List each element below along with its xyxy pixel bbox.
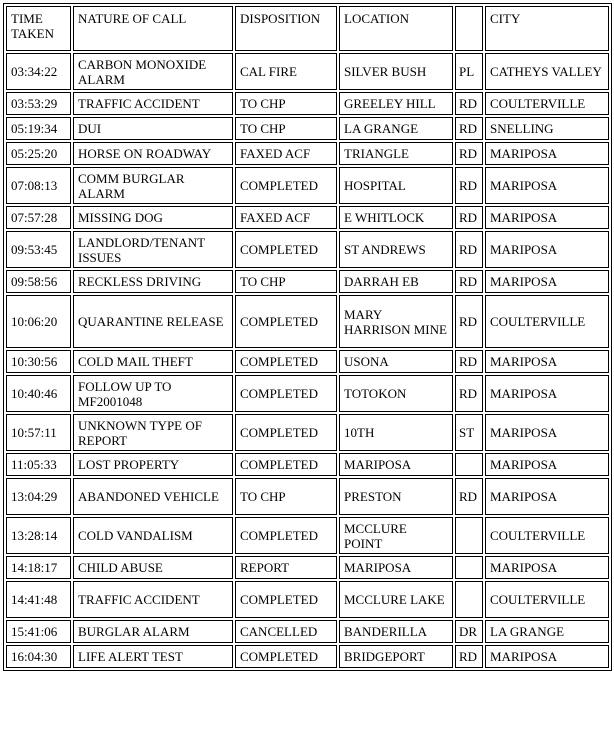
disposition-cell: COMPLETED bbox=[235, 350, 337, 373]
nature-of-call-cell: TRAFFIC ACCIDENT bbox=[73, 581, 233, 618]
street-type-cell: RD bbox=[455, 206, 483, 229]
street-type-cell: RD bbox=[455, 478, 483, 515]
nature-of-call-cell: LOST PROPERTY bbox=[73, 453, 233, 476]
time-taken-cell: 05:25:20 bbox=[6, 142, 71, 165]
time-taken-cell: 14:41:48 bbox=[6, 581, 71, 618]
disposition-cell: COMPLETED bbox=[235, 167, 337, 204]
table-row bbox=[6, 231, 609, 268]
time-taken-cell: 10:40:46 bbox=[6, 375, 71, 412]
disposition-cell: COMPLETED bbox=[235, 453, 337, 476]
disposition-cell: FAXED ACF bbox=[235, 142, 337, 165]
city-cell: LA GRANGE bbox=[485, 620, 609, 643]
disposition-cell: COMPLETED bbox=[235, 414, 337, 451]
street-type-cell: RD bbox=[455, 142, 483, 165]
street-type-cell: RD bbox=[455, 92, 483, 115]
location-cell: TRIANGLE bbox=[339, 142, 453, 165]
street-type-cell bbox=[455, 581, 483, 618]
street-type-cell: RD bbox=[455, 167, 483, 204]
time-taken-cell: 03:53:29 bbox=[6, 92, 71, 115]
table-row bbox=[6, 117, 609, 140]
table-row bbox=[6, 295, 609, 348]
table-row bbox=[6, 453, 609, 476]
location-cell: MCCLURE POINT bbox=[339, 517, 453, 554]
street-type-cell: ST bbox=[455, 414, 483, 451]
table-row bbox=[6, 581, 609, 618]
table-row bbox=[6, 206, 609, 229]
table-row bbox=[6, 167, 609, 204]
disposition-cell: TO CHP bbox=[235, 92, 337, 115]
header-row bbox=[6, 6, 609, 51]
street-type-cell: RD bbox=[455, 645, 483, 668]
location-cell: USONA bbox=[339, 350, 453, 373]
street-type-cell: RD bbox=[455, 117, 483, 140]
street-type-cell: RD bbox=[455, 270, 483, 293]
time-taken-cell: 07:57:28 bbox=[6, 206, 71, 229]
table-row bbox=[6, 375, 609, 412]
city-cell: MARIPOSA bbox=[485, 167, 609, 204]
location-cell: LA GRANGE bbox=[339, 117, 453, 140]
city-cell: MARIPOSA bbox=[485, 556, 609, 579]
street-type-cell bbox=[455, 556, 483, 579]
header-disposition: DISPOSITION bbox=[235, 6, 337, 51]
disposition-cell: COMPLETED bbox=[235, 375, 337, 412]
time-taken-cell: 07:08:13 bbox=[6, 167, 71, 204]
city-cell: MARIPOSA bbox=[485, 142, 609, 165]
nature-of-call-cell: MISSING DOG bbox=[73, 206, 233, 229]
table-row bbox=[6, 620, 609, 643]
table-row bbox=[6, 645, 609, 668]
location-cell: HOSPITAL bbox=[339, 167, 453, 204]
location-cell: MARIPOSA bbox=[339, 556, 453, 579]
time-taken-cell: 03:34:22 bbox=[6, 53, 71, 90]
nature-of-call-cell: TRAFFIC ACCIDENT bbox=[73, 92, 233, 115]
location-cell: MARY HARRISON MINE bbox=[339, 295, 453, 348]
table-row bbox=[6, 53, 609, 90]
city-cell: MARIPOSA bbox=[485, 645, 609, 668]
location-cell: GREELEY HILL bbox=[339, 92, 453, 115]
nature-of-call-cell: CARBON MONOXIDE ALARM bbox=[73, 53, 233, 90]
location-cell: BANDERILLA bbox=[339, 620, 453, 643]
table-row bbox=[6, 350, 609, 373]
location-cell: 10TH bbox=[339, 414, 453, 451]
city-cell: COULTERVILLE bbox=[485, 295, 609, 348]
location-cell: MARIPOSA bbox=[339, 453, 453, 476]
street-type-cell bbox=[455, 453, 483, 476]
disposition-cell: TO CHP bbox=[235, 117, 337, 140]
time-taken-cell: 09:58:56 bbox=[6, 270, 71, 293]
disposition-cell: COMPLETED bbox=[235, 581, 337, 618]
city-cell: MARIPOSA bbox=[485, 350, 609, 373]
nature-of-call-cell: COMM BURGLAR ALARM bbox=[73, 167, 233, 204]
table-row bbox=[6, 556, 609, 579]
disposition-cell: FAXED ACF bbox=[235, 206, 337, 229]
nature-of-call-cell: LIFE ALERT TEST bbox=[73, 645, 233, 668]
street-type-cell: RD bbox=[455, 231, 483, 268]
nature-of-call-cell: QUARANTINE RELEASE bbox=[73, 295, 233, 348]
table-row bbox=[6, 478, 609, 515]
city-cell: MARIPOSA bbox=[485, 375, 609, 412]
city-cell: COULTERVILLE bbox=[485, 517, 609, 554]
city-cell: MARIPOSA bbox=[485, 478, 609, 515]
nature-of-call-cell: UNKNOWN TYPE OF REPORT bbox=[73, 414, 233, 451]
city-cell: MARIPOSA bbox=[485, 231, 609, 268]
time-taken-cell: 13:04:29 bbox=[6, 478, 71, 515]
nature-of-call-cell: DUI bbox=[73, 117, 233, 140]
call-log-table bbox=[3, 3, 612, 671]
street-type-cell: RD bbox=[455, 375, 483, 412]
header-location: LOCATION bbox=[339, 6, 453, 51]
nature-of-call-cell: LANDLORD/TENANT ISSUES bbox=[73, 231, 233, 268]
disposition-cell: CANCELLED bbox=[235, 620, 337, 643]
street-type-cell: PL bbox=[455, 53, 483, 90]
city-cell: COULTERVILLE bbox=[485, 581, 609, 618]
table-row bbox=[6, 517, 609, 554]
header-street-type bbox=[455, 6, 483, 51]
time-taken-cell: 15:41:06 bbox=[6, 620, 71, 643]
street-type-cell: DR bbox=[455, 620, 483, 643]
location-cell: MCCLURE LAKE bbox=[339, 581, 453, 618]
nature-of-call-cell: RECKLESS DRIVING bbox=[73, 270, 233, 293]
table-row bbox=[6, 142, 609, 165]
disposition-cell: COMPLETED bbox=[235, 231, 337, 268]
header-time-taken: TIME TAKEN bbox=[6, 6, 71, 51]
street-type-cell bbox=[455, 517, 483, 554]
time-taken-cell: 16:04:30 bbox=[6, 645, 71, 668]
time-taken-cell: 14:18:17 bbox=[6, 556, 71, 579]
location-cell: ST ANDREWS bbox=[339, 231, 453, 268]
city-cell: SNELLING bbox=[485, 117, 609, 140]
location-cell: E WHITLOCK bbox=[339, 206, 453, 229]
disposition-cell: COMPLETED bbox=[235, 645, 337, 668]
location-cell: DARRAH EB bbox=[339, 270, 453, 293]
time-taken-cell: 05:19:34 bbox=[6, 117, 71, 140]
nature-of-call-cell: CHILD ABUSE bbox=[73, 556, 233, 579]
table-row bbox=[6, 92, 609, 115]
disposition-cell: CAL FIRE bbox=[235, 53, 337, 90]
header-city: CITY bbox=[485, 6, 609, 51]
location-cell: SILVER BUSH bbox=[339, 53, 453, 90]
nature-of-call-cell: FOLLOW UP TO MF2001048 bbox=[73, 375, 233, 412]
nature-of-call-cell: BURGLAR ALARM bbox=[73, 620, 233, 643]
table-row bbox=[6, 270, 609, 293]
disposition-cell: REPORT bbox=[235, 556, 337, 579]
nature-of-call-cell: COLD MAIL THEFT bbox=[73, 350, 233, 373]
call-log-body bbox=[6, 6, 609, 668]
location-cell: BRIDGEPORT bbox=[339, 645, 453, 668]
city-cell: COULTERVILLE bbox=[485, 92, 609, 115]
time-taken-cell: 10:57:11 bbox=[6, 414, 71, 451]
nature-of-call-cell: ABANDONED VEHICLE bbox=[73, 478, 233, 515]
time-taken-cell: 09:53:45 bbox=[6, 231, 71, 268]
header-nature-of-call: NATURE OF CALL bbox=[73, 6, 233, 51]
city-cell: MARIPOSA bbox=[485, 453, 609, 476]
time-taken-cell: 10:06:20 bbox=[6, 295, 71, 348]
street-type-cell: RD bbox=[455, 295, 483, 348]
location-cell: PRESTON bbox=[339, 478, 453, 515]
disposition-cell: TO CHP bbox=[235, 478, 337, 515]
street-type-cell: RD bbox=[455, 350, 483, 373]
table-row bbox=[6, 414, 609, 451]
location-cell: TOTOKON bbox=[339, 375, 453, 412]
disposition-cell: TO CHP bbox=[235, 270, 337, 293]
time-taken-cell: 13:28:14 bbox=[6, 517, 71, 554]
time-taken-cell: 10:30:56 bbox=[6, 350, 71, 373]
nature-of-call-cell: COLD VANDALISM bbox=[73, 517, 233, 554]
nature-of-call-cell: HORSE ON ROADWAY bbox=[73, 142, 233, 165]
city-cell: MARIPOSA bbox=[485, 206, 609, 229]
city-cell: MARIPOSA bbox=[485, 414, 609, 451]
city-cell: CATHEYS VALLEY bbox=[485, 53, 609, 90]
time-taken-cell: 11:05:33 bbox=[6, 453, 71, 476]
disposition-cell: COMPLETED bbox=[235, 517, 337, 554]
disposition-cell: COMPLETED bbox=[235, 295, 337, 348]
city-cell: MARIPOSA bbox=[485, 270, 609, 293]
